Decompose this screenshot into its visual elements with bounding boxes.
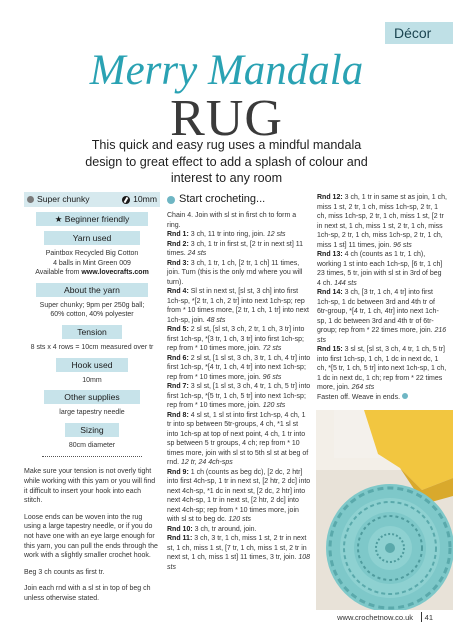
pattern-column-2 bbox=[317, 193, 447, 402]
hook-size-label: 10mm bbox=[133, 193, 157, 204]
round-label: Rnd 5: bbox=[167, 326, 189, 333]
stitch-count: 120 sts bbox=[228, 516, 252, 523]
round-instruction bbox=[167, 468, 311, 525]
round-text: 3 ch, 1 tr in first st, [2 tr in next st] 11 times. bbox=[167, 240, 304, 257]
stitch-count: 96 sts bbox=[262, 373, 282, 381]
footer-separator bbox=[421, 612, 422, 622]
yarn-used-info bbox=[24, 249, 160, 278]
hook-used-heading: Hook used bbox=[56, 358, 128, 372]
rounds-list bbox=[317, 193, 447, 402]
sizing-info: 80cm diameter bbox=[68, 441, 116, 449]
pattern-column-1 bbox=[167, 192, 311, 572]
round-text: 3 sl st, [sl st, 3 ch, 4 tr, 1 ch, 5 tr] into first 1ch-sp, 1 ch, 1 dc in next dc, 1 ch, *[5 tr, 1 ch, 5 tr] into next 1ch-sp, 1 ch, 1 dc in next dc, 1 ch; rep from * 22 times more, join. bbox=[317, 346, 447, 391]
round-text: 3 ch, 11 tr into ring, join. bbox=[190, 231, 267, 238]
note: Make sure your tension is not overly tight while working with this yarn or you will find it difficult to insert your hook into each stitch. bbox=[24, 468, 156, 505]
divider bbox=[42, 456, 142, 457]
round-text: 3 ch, 1 tr, 1 ch, [2 tr, 1 ch] 11 times, join. Turn (this is the only rnd where you will turn). bbox=[167, 259, 303, 286]
yarn-weight-icon bbox=[27, 196, 34, 203]
start-heading bbox=[167, 192, 311, 207]
round-instruction bbox=[167, 354, 311, 383]
round-instruction bbox=[167, 525, 311, 535]
round-text: 2 sl st, [1 sl st, 3 ch, 3 tr, 1 ch, 4 tr] into first 1ch-sp, *[4 tr, 1 ch, 4 tr] into next 1ch-sp; rep from * 10 times more, join. bbox=[167, 354, 311, 381]
page-title-script: Merry Mandala bbox=[89, 47, 364, 94]
skill-label: Beginner friendly bbox=[64, 214, 130, 224]
round-instruction bbox=[317, 193, 447, 250]
round-text: 4 ch (counts as 1 tr, 1 ch), working 1 st into each 1ch-sp, [6 tr, 1 ch] 23 times, 5 tr, join with sl st in 3rd of beg 4 ch. bbox=[317, 251, 443, 287]
round-instruction bbox=[167, 240, 311, 259]
yarn-used-line: Paintbox Recycled Big Cotton bbox=[45, 250, 139, 257]
about-yarn-heading: About the yarn bbox=[36, 283, 148, 297]
yarn-used-line: 4 balls in Mint Green 009 bbox=[53, 259, 131, 267]
round-instruction bbox=[167, 382, 311, 411]
stitch-count: 264 sts bbox=[351, 384, 375, 391]
round-label: Rnd 2: bbox=[167, 240, 189, 248]
pattern-notes bbox=[24, 467, 160, 603]
round-label: Rnd 3: bbox=[167, 259, 189, 267]
round-text: 3 ch, tr around, join. bbox=[194, 525, 257, 533]
round-label: Rnd 7: bbox=[167, 383, 189, 390]
page-number: 41 bbox=[424, 613, 433, 622]
standfirst: This quick and easy rug uses a mindful mandala design to great effect to add a splash of colour and interest to any room bbox=[85, 138, 368, 185]
intro-text: Chain 4. Join with sl st in first ch to form a ring. bbox=[167, 212, 297, 229]
skill-badge bbox=[36, 212, 148, 226]
round-instruction bbox=[167, 325, 311, 354]
yarn-stockist-link[interactable]: www.lovecrafts.com bbox=[81, 269, 149, 277]
about-yarn-line: 60% cotton, 40% polyester bbox=[50, 311, 134, 319]
end-mark-icon bbox=[402, 393, 408, 399]
stitch-count: 96 sts bbox=[393, 241, 412, 249]
mandala-rug-illustration bbox=[316, 410, 453, 610]
stitch-count: 72 sts bbox=[262, 345, 282, 352]
rounds-list bbox=[167, 230, 311, 572]
note: Beg 3 ch counts as first tr. bbox=[24, 568, 105, 576]
page-title-caps: RUG bbox=[170, 90, 283, 147]
crochet-hook-icon bbox=[122, 196, 130, 204]
round-instruction bbox=[167, 259, 311, 288]
round-instruction bbox=[167, 287, 311, 325]
round-label: Rnd 4: bbox=[167, 288, 189, 295]
start-heading-text: Start crocheting... bbox=[179, 192, 266, 205]
round-label: Rnd 10: bbox=[167, 525, 193, 533]
footer-url[interactable]: www.crochetnow.co.uk bbox=[337, 613, 413, 622]
rug-photo bbox=[316, 410, 453, 610]
round-label: Rnd 1: bbox=[167, 231, 189, 238]
stitch-count: 48 sts bbox=[206, 316, 226, 324]
hook-item bbox=[122, 195, 157, 205]
other-supplies-heading: Other supplies bbox=[44, 390, 140, 404]
stitch-count: 120 sts bbox=[262, 402, 286, 409]
specs-column bbox=[24, 192, 160, 610]
weight-hook-bar bbox=[24, 192, 160, 207]
round-instruction bbox=[167, 534, 311, 572]
about-yarn-info bbox=[24, 301, 160, 320]
round-label: Rnd 8: bbox=[167, 411, 189, 419]
round-text: Sl st in next st, [sl st, 3 ch] into first 1ch-sp, *[2 tr, 1 ch, 2 tr] into next 1ch-sp; rep from * 10 times more, [2 tr, 1 ch, 1 tr] into next 1ch-sp, join. bbox=[167, 288, 309, 324]
note: Loose ends can be woven into the rug using a large tapestry needle, or if you do not have one with an eye large enough for this yarn, you can pull the ends through the work with a slightly smaller crochet hook. bbox=[24, 513, 158, 560]
round-text: 1 ch (counts as beg dc), [2 dc, 2 htr] into first 4ch-sp, 1 tr in next st, [2 htr, 2 dc] into next 4ch-sp, *1 dc in next st, [2 dc, 2 htr] into next 4ch-sp, 1 tr in next st, [2 htr, 2 dc] into next 4ch-sp; rep from * 10 times more, join with sl st to beg dc. bbox=[167, 468, 311, 523]
round-instruction bbox=[317, 393, 447, 403]
bullet-dot-icon bbox=[167, 196, 175, 204]
round-label: Rnd 15: bbox=[317, 346, 343, 353]
yarn-availability: Available from www.lovecrafts.com bbox=[35, 269, 149, 277]
round-text: Fasten off. Weave in ends. bbox=[317, 393, 401, 401]
hook-used-info: 10mm bbox=[82, 376, 102, 384]
round-text: 2 sl st, [sl st, 3 ch, 2 tr, 1 ch, 3 tr] into first 1ch-sp, *[3 tr, 1 ch, 3 tr] into first 1ch-sp; rep from * 10 times more, join. bbox=[167, 326, 305, 352]
round-label: Rnd 12: bbox=[317, 194, 343, 201]
weight-item bbox=[27, 195, 90, 205]
stitch-count: 144 sts bbox=[334, 279, 357, 287]
tension-info: 8 sts x 4 rows = 10cm measured over tr bbox=[30, 343, 154, 351]
tension-heading: Tension bbox=[62, 325, 122, 339]
round-instruction bbox=[317, 288, 447, 345]
star-icon: ★ bbox=[54, 214, 63, 224]
stitch-count: 12 sts bbox=[266, 231, 286, 238]
round-label: Rnd 13: bbox=[317, 251, 343, 258]
round-text: 3 ch, 1 tr in same st as join, 1 ch, miss 1 st, 2 tr, 1 ch, miss 1ch-sp, 2 tr, 1 ch, miss 1ch-sp, 2 tr, 1 ch, miss 1 st, [2 tr in next st, 1 ch, miss 1 st, 2 tr, 1 ch, miss 1ch-sp, 2 tr, 1 ch, miss 1ch-sp, 2 tr, 1 ch, miss 1 st] 11 times, join. bbox=[317, 194, 447, 249]
round-text: 3 sl st, [1 sl st, 3 ch, 4 tr, 1 ch, 5 tr] into first 1ch-sp, *[5 tr, 1 ch, 5 tr] into next 1ch-sp; rep from * 10 times more, join. bbox=[167, 383, 311, 409]
other-supplies-info: large tapestry needle bbox=[59, 409, 125, 417]
round-instruction bbox=[317, 250, 447, 288]
round-label: Rnd 9: bbox=[167, 468, 189, 476]
round-instruction bbox=[317, 345, 447, 393]
round-label: Rnd 14: bbox=[317, 289, 343, 296]
section-tag: Décor bbox=[385, 22, 453, 44]
sizing-heading: Sizing bbox=[65, 423, 119, 437]
stitch-count: 108 sts bbox=[167, 554, 311, 571]
stitch-count: 12 tr, 24 4ch-sps bbox=[181, 459, 233, 466]
round-label: Rnd 6: bbox=[167, 354, 189, 362]
round-text: 3 ch, [3 tr, 1 ch, 4 tr] into first 1ch-sp, 1 dc between 3rd and 4th tr of 6tr-group, *[4 tr, 1 ch, 4tr] into next 1ch-sp, 1 dc between 3rd and 4th tr of 6tr-group; rep from * 22 times more, join. bbox=[317, 289, 439, 334]
stitch-count: 24 sts bbox=[187, 250, 207, 257]
round-text: 3 ch, 3 tr, 1 ch, miss 1 st, 2 tr in next st, 1 ch, miss 1 st, [7 tr, 1 ch, miss 1 st, 2 tr in next st, 1 ch, miss 1 st] 11 times, 3 tr, join. bbox=[167, 535, 307, 561]
stitch-count: 216 sts bbox=[317, 327, 447, 344]
yarn-used-heading: Yarn used bbox=[44, 231, 140, 245]
about-yarn-line: Super chunky; 9pm per 250g ball; bbox=[39, 301, 145, 309]
round-instruction bbox=[167, 411, 311, 468]
round-instruction bbox=[167, 230, 311, 240]
note: Join each rnd with a sl st in top of beg ch unless otherwise stated. bbox=[24, 585, 151, 602]
round-label: Rnd 11: bbox=[167, 535, 193, 542]
round-text: 4 sl st, 1 sl st into first 1ch-sp, 4 ch, 1 tr into sp between 5tr-groups, 4 ch, *1 sl st into 1ch-sp at top of next point, 4 ch, 1 tr into sp between 5 tr groups, 4 ch; rep from * 10 times more, join with sl st to 5th sl st at beg of rnd. bbox=[167, 411, 309, 466]
weight-label: Super chunky bbox=[37, 193, 90, 204]
